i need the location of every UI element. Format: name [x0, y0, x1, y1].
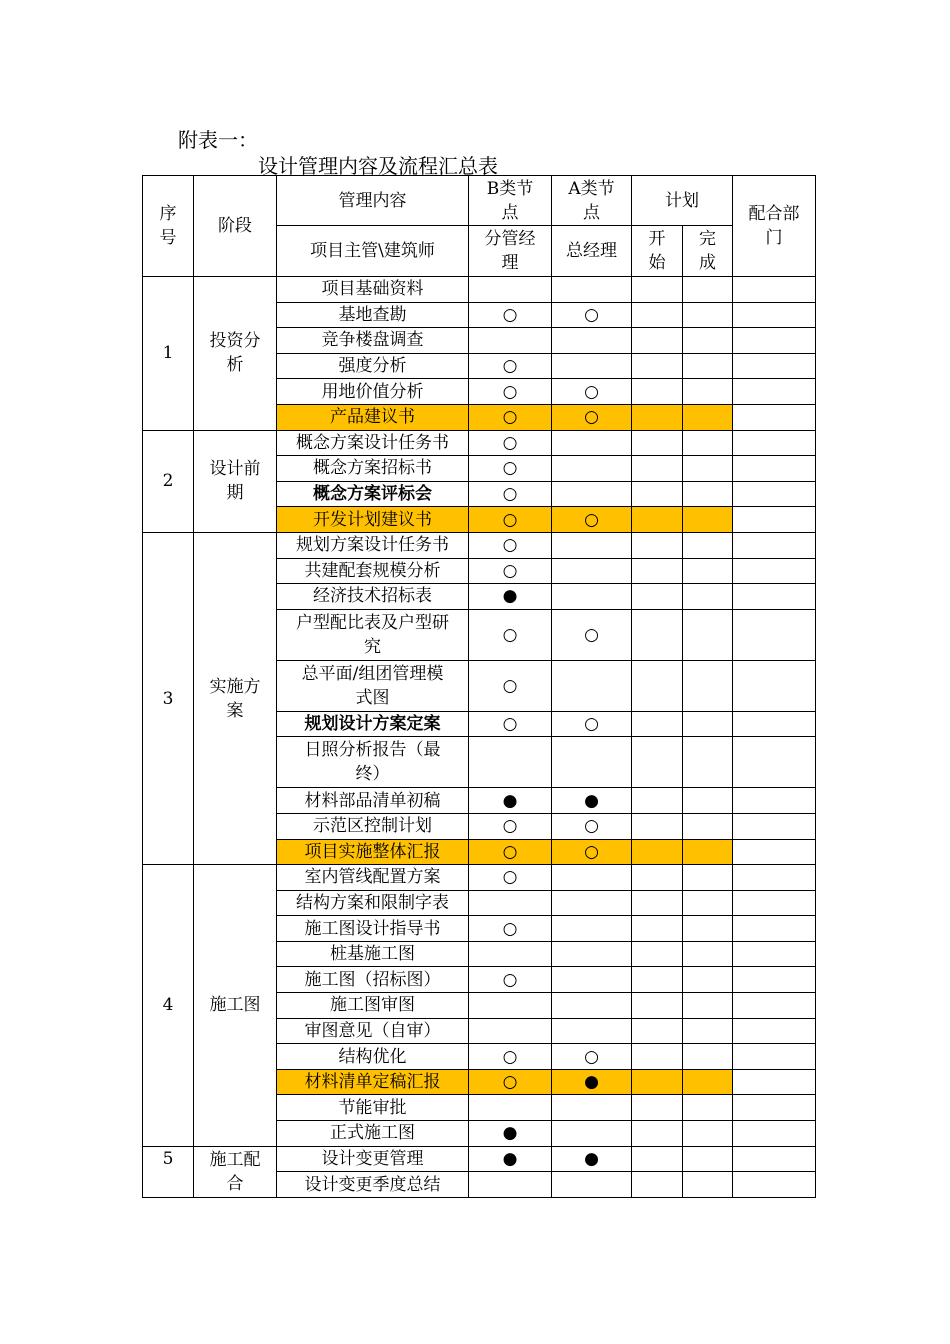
- b-node-mark: ○: [469, 507, 552, 533]
- header-seq: 序 号: [143, 176, 194, 277]
- content-cell: 施工图审图: [277, 993, 469, 1019]
- header-dept: 配合部 门: [733, 176, 816, 277]
- plan-start-cell: [632, 328, 683, 354]
- dept-cell: [733, 302, 816, 328]
- b-node-mark: [469, 993, 552, 1019]
- plan-finish-cell: [683, 353, 733, 379]
- plan-finish-cell: [683, 1172, 733, 1198]
- a-node-mark: [552, 1095, 632, 1121]
- dept-cell: [733, 430, 816, 456]
- plan-finish-cell: [683, 1069, 733, 1095]
- plan-finish-cell: [683, 302, 733, 328]
- a-node-mark: [552, 993, 632, 1019]
- content-cell: 施工图设计指导书: [277, 916, 469, 942]
- content-cell: 桩基施工图: [277, 941, 469, 967]
- b-node-mark: ○: [469, 481, 552, 507]
- content-cell: 正式施工图: [277, 1121, 469, 1147]
- content-cell: 规划方案设计任务书: [277, 532, 469, 558]
- plan-finish-cell: [683, 1044, 733, 1070]
- dept-cell: [733, 456, 816, 482]
- dept-cell: [733, 609, 816, 660]
- plan-start-cell: [632, 302, 683, 328]
- plan-start-cell: [632, 788, 683, 814]
- a-node-mark: [552, 737, 632, 788]
- plan-finish-cell: [683, 993, 733, 1019]
- dept-cell: [733, 865, 816, 891]
- dept-cell: [733, 1095, 816, 1121]
- plan-finish-cell: [683, 890, 733, 916]
- plan-finish-cell: [683, 967, 733, 993]
- content-cell: 材料部品清单初稿: [277, 788, 469, 814]
- header-finish: 完 成: [683, 226, 733, 277]
- plan-start-cell: [632, 277, 683, 303]
- plan-finish-cell: [683, 813, 733, 839]
- header-content: 管理内容: [277, 176, 469, 226]
- plan-start-cell: [632, 584, 683, 610]
- a-node-mark: [552, 584, 632, 610]
- content-cell: 日照分析报告（最 终）: [277, 737, 469, 788]
- plan-start-cell: [632, 1121, 683, 1147]
- plan-finish-cell: [683, 1018, 733, 1044]
- a-node-mark: [552, 532, 632, 558]
- plan-finish-cell: [683, 737, 733, 788]
- b-node-mark: ○: [469, 404, 552, 430]
- dept-cell: [733, 711, 816, 737]
- b-node-mark: [469, 890, 552, 916]
- table-row: [143, 865, 816, 891]
- a-node-mark: ○: [552, 813, 632, 839]
- content-cell: 户型配比表及户型研 究: [277, 609, 469, 660]
- plan-start-cell: [632, 737, 683, 788]
- table-row: [143, 277, 816, 303]
- b-node-mark: ○: [469, 711, 552, 737]
- dept-cell: [733, 379, 816, 405]
- content-cell: 用地价值分析: [277, 379, 469, 405]
- stage-cell: 实施方 案: [194, 532, 277, 864]
- content-cell: 总平面/组团管理模 式图: [277, 660, 469, 711]
- b-node-mark: ○: [469, 660, 552, 711]
- table-row: [143, 532, 816, 558]
- a-node-mark: ●: [552, 1069, 632, 1095]
- plan-start-cell: [632, 379, 683, 405]
- b-node-mark: ●: [469, 1146, 552, 1172]
- b-node-mark: ○: [469, 839, 552, 865]
- dept-cell: [733, 481, 816, 507]
- dept-cell: [733, 328, 816, 354]
- content-cell: 概念方案招标书: [277, 456, 469, 482]
- dept-cell: [733, 1018, 816, 1044]
- content-cell: 强度分析: [277, 353, 469, 379]
- content-cell: 基地查勘: [277, 302, 469, 328]
- a-node-mark: ○: [552, 404, 632, 430]
- plan-start-cell: [632, 839, 683, 865]
- content-cell: 经济技术招标表: [277, 584, 469, 610]
- content-cell: 产品建议书: [277, 404, 469, 430]
- b-node-mark: ○: [469, 609, 552, 660]
- document-title: 设计管理内容及流程汇总表: [258, 154, 498, 178]
- content-cell: 室内管线配置方案: [277, 865, 469, 891]
- plan-start-cell: [632, 941, 683, 967]
- plan-start-cell: [632, 865, 683, 891]
- plan-finish-cell: [683, 941, 733, 967]
- b-node-mark: ○: [469, 1069, 552, 1095]
- b-node-mark: ○: [469, 532, 552, 558]
- b-node-mark: ○: [469, 353, 552, 379]
- header-b-node: B类节 点: [469, 176, 552, 226]
- a-node-mark: [552, 430, 632, 456]
- plan-finish-cell: [683, 839, 733, 865]
- dept-cell: [733, 558, 816, 584]
- content-cell: 概念方案设计任务书: [277, 430, 469, 456]
- plan-finish-cell: [683, 711, 733, 737]
- a-node-mark: ○: [552, 1044, 632, 1070]
- dept-cell: [733, 737, 816, 788]
- plan-finish-cell: [683, 1146, 733, 1172]
- dept-cell: [733, 353, 816, 379]
- dept-cell: [733, 941, 816, 967]
- plan-start-cell: [632, 1069, 683, 1095]
- plan-finish-cell: [683, 660, 733, 711]
- plan-finish-cell: [683, 481, 733, 507]
- content-cell: 项目基础资料: [277, 277, 469, 303]
- a-node-mark: ○: [552, 839, 632, 865]
- b-node-mark: ●: [469, 1121, 552, 1147]
- plan-start-cell: [632, 711, 683, 737]
- plan-finish-cell: [683, 379, 733, 405]
- plan-start-cell: [632, 430, 683, 456]
- dept-cell: [733, 532, 816, 558]
- content-cell: 材料清单定稿汇报: [277, 1069, 469, 1095]
- plan-start-cell: [632, 1172, 683, 1198]
- b-node-mark: ○: [469, 967, 552, 993]
- content-cell: 施工图（招标图）: [277, 967, 469, 993]
- plan-start-cell: [632, 609, 683, 660]
- a-node-mark: [552, 660, 632, 711]
- a-node-mark: ○: [552, 302, 632, 328]
- b-node-mark: ●: [469, 584, 552, 610]
- plan-finish-cell: [683, 430, 733, 456]
- dept-cell: [733, 660, 816, 711]
- b-node-mark: [469, 941, 552, 967]
- dept-cell: [733, 1069, 816, 1095]
- seq-cell: 2: [143, 430, 194, 532]
- plan-finish-cell: [683, 916, 733, 942]
- stage-cell: 设计前 期: [194, 430, 277, 532]
- a-node-mark: [552, 481, 632, 507]
- b-node-mark: [469, 277, 552, 303]
- plan-start-cell: [632, 1095, 683, 1121]
- stage-cell: 投资分 析: [194, 277, 277, 431]
- plan-start-cell: [632, 1018, 683, 1044]
- plan-start-cell: [632, 813, 683, 839]
- content-cell: 规划设计方案定案: [277, 711, 469, 737]
- a-node-mark: [552, 967, 632, 993]
- a-node-mark: [552, 890, 632, 916]
- plan-start-cell: [632, 558, 683, 584]
- plan-finish-cell: [683, 584, 733, 610]
- a-node-mark: [552, 1018, 632, 1044]
- a-node-mark: [552, 328, 632, 354]
- b-node-mark: ○: [469, 302, 552, 328]
- design-management-table: [142, 175, 816, 1198]
- a-node-mark: ○: [552, 379, 632, 405]
- plan-finish-cell: [683, 277, 733, 303]
- plan-start-cell: [632, 456, 683, 482]
- plan-start-cell: [632, 532, 683, 558]
- plan-finish-cell: [683, 1095, 733, 1121]
- content-cell: 设计变更管理: [277, 1146, 469, 1172]
- a-node-mark: ●: [552, 788, 632, 814]
- a-node-mark: [552, 277, 632, 303]
- plan-start-cell: [632, 660, 683, 711]
- b-node-mark: ●: [469, 788, 552, 814]
- content-cell: 设计变更季度总结: [277, 1172, 469, 1198]
- dept-cell: [733, 1044, 816, 1070]
- seq-cell: 3: [143, 532, 194, 864]
- dept-cell: [733, 507, 816, 533]
- content-cell: 共建配套规模分析: [277, 558, 469, 584]
- plan-finish-cell: [683, 609, 733, 660]
- a-node-mark: ○: [552, 507, 632, 533]
- a-node-mark: ○: [552, 609, 632, 660]
- a-node-mark: ○: [552, 711, 632, 737]
- annex-label: 附表一：: [178, 128, 258, 152]
- header-plan: 计划: [632, 176, 733, 226]
- dept-cell: [733, 916, 816, 942]
- b-node-mark: ○: [469, 865, 552, 891]
- plan-start-cell: [632, 890, 683, 916]
- plan-finish-cell: [683, 865, 733, 891]
- plan-finish-cell: [683, 1121, 733, 1147]
- b-node-mark: [469, 737, 552, 788]
- a-node-mark: [552, 941, 632, 967]
- seq-cell: 5: [143, 1146, 194, 1197]
- header-a-sub: 总经理: [552, 226, 632, 277]
- b-node-mark: [469, 1172, 552, 1198]
- plan-start-cell: [632, 353, 683, 379]
- dept-cell: [733, 1146, 816, 1172]
- seq-cell: 1: [143, 277, 194, 431]
- a-node-mark: [552, 558, 632, 584]
- seq-cell: 4: [143, 865, 194, 1147]
- header-a-node: A类节 点: [552, 176, 632, 226]
- plan-finish-cell: [683, 532, 733, 558]
- dept-cell: [733, 813, 816, 839]
- content-cell: 节能审批: [277, 1095, 469, 1121]
- stage-cell: 施工图: [194, 865, 277, 1147]
- plan-finish-cell: [683, 558, 733, 584]
- a-node-mark: [552, 865, 632, 891]
- header-b-sub: 分管经 理: [469, 226, 552, 277]
- a-node-mark: [552, 456, 632, 482]
- plan-start-cell: [632, 967, 683, 993]
- b-node-mark: [469, 1095, 552, 1121]
- plan-finish-cell: [683, 788, 733, 814]
- stage-cell: 施工配 合: [194, 1146, 277, 1197]
- plan-start-cell: [632, 916, 683, 942]
- dept-cell: [733, 1172, 816, 1198]
- b-node-mark: [469, 328, 552, 354]
- a-node-mark: [552, 916, 632, 942]
- b-node-mark: [469, 1018, 552, 1044]
- plan-finish-cell: [683, 507, 733, 533]
- plan-start-cell: [632, 1146, 683, 1172]
- dept-cell: [733, 788, 816, 814]
- b-node-mark: ○: [469, 1044, 552, 1070]
- dept-cell: [733, 967, 816, 993]
- a-node-mark: [552, 353, 632, 379]
- dept-cell: [733, 839, 816, 865]
- content-cell: 结构优化: [277, 1044, 469, 1070]
- plan-start-cell: [632, 404, 683, 430]
- dept-cell: [733, 890, 816, 916]
- b-node-mark: ○: [469, 813, 552, 839]
- plan-start-cell: [632, 507, 683, 533]
- dept-cell: [733, 404, 816, 430]
- header-stage: 阶段: [194, 176, 277, 277]
- dept-cell: [733, 277, 816, 303]
- table-row: [143, 1146, 816, 1172]
- b-node-mark: ○: [469, 916, 552, 942]
- content-cell: 概念方案评标会: [277, 481, 469, 507]
- content-cell: 竞争楼盘调查: [277, 328, 469, 354]
- content-cell: 示范区控制计划: [277, 813, 469, 839]
- plan-start-cell: [632, 1044, 683, 1070]
- b-node-mark: ○: [469, 430, 552, 456]
- dept-cell: [733, 584, 816, 610]
- b-node-mark: ○: [469, 558, 552, 584]
- dept-cell: [733, 1121, 816, 1147]
- a-node-mark: [552, 1172, 632, 1198]
- plan-start-cell: [632, 481, 683, 507]
- b-node-mark: ○: [469, 379, 552, 405]
- plan-finish-cell: [683, 456, 733, 482]
- content-cell: 项目实施整体汇报: [277, 839, 469, 865]
- plan-finish-cell: [683, 328, 733, 354]
- content-cell: 结构方案和限制字表: [277, 890, 469, 916]
- content-cell: 开发计划建议书: [277, 507, 469, 533]
- content-cell: 审图意见（自审）: [277, 1018, 469, 1044]
- b-node-mark: ○: [469, 456, 552, 482]
- header-content-sub: 项目主管\建筑师: [277, 226, 469, 277]
- plan-finish-cell: [683, 404, 733, 430]
- a-node-mark: ●: [552, 1146, 632, 1172]
- header-start: 开 始: [632, 226, 683, 277]
- a-node-mark: [552, 1121, 632, 1147]
- plan-start-cell: [632, 993, 683, 1019]
- table-row: [143, 430, 816, 456]
- dept-cell: [733, 993, 816, 1019]
